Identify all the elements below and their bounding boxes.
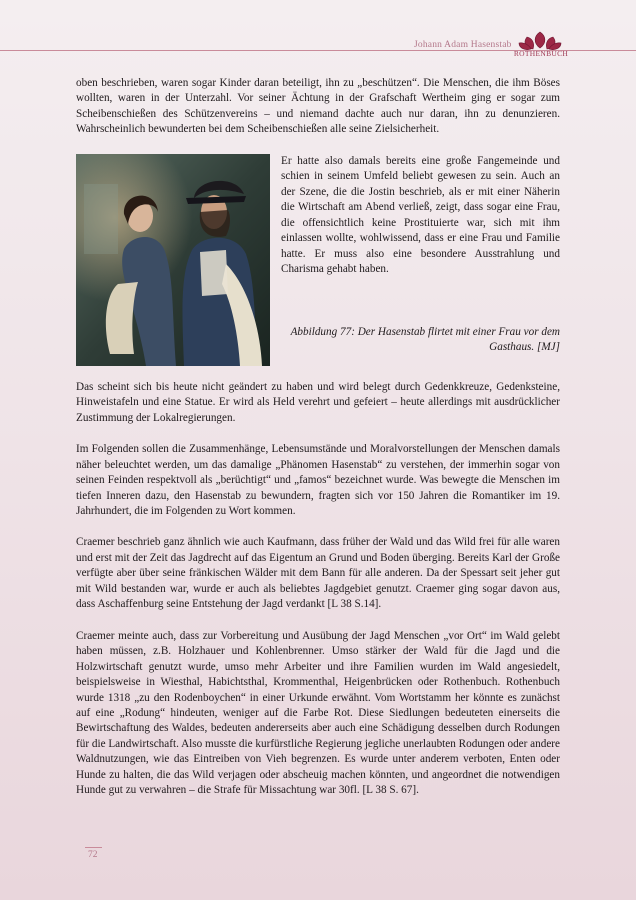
paragraph: oben beschrieben, waren sogar Kinder daran beteiligt, ihn zu „beschützen“. Die Menschen, die ihm Böses wollten, waren in der Unterzahl. Vor seiner Ächtung in der Grafschaft Wertheim ging er sogar zum Scheibenschießen des Schützenvereins – und niemand dachte auch nur daran, ihn zu denunzieren. Wahrscheinlich bewunderten bei dem Scheibenschießen alle seine Zielsicherheit. xyxy=(76,77,560,136)
figure-block xyxy=(76,154,560,366)
logo-wordmark: ROTHENBUCH xyxy=(513,49,569,58)
page-number: 72 xyxy=(88,850,98,860)
paragraph: Das scheint sich bis heute nicht geändert zu haben und wird belegt durch Gedenkkreuze, Gedenksteine, Hinweistafeln und eine Statue. Er wird als Held verehrt und gefeiert – heute allerdings mit ausdrücklicher Zustimmung der Lokalregierungen. xyxy=(76,380,560,424)
figure-caption: Abbildung 77: Der Hasenstab flirtet mit einer Frau vor dem Gasthaus. [MJ] xyxy=(290,325,560,354)
paragraph: Er hatte also damals bereits eine große Fangemeinde und schien in seinem Umfeld beliebt gewesen zu sein. Auch an der Szene, die die Jostin beschrieb, als er mit einer Näherin die Wirtschaft am Abend verließ, zeigt, dass sogar eine Frau, die offensichtlich keine Prostituierte war, sich mit ihm einlassen wollte, wohlwissend, dass er eine Frau und Familie hatte. Er muss also eine besondere Ausstrahlung und Charisma gehabt haben. xyxy=(281,154,560,275)
running-title: Johann Adam Hasenstab xyxy=(414,40,512,50)
paragraph: Craemer beschrieb ganz ähnlich wie auch Kaufmann, dass früher der Wald und das Wild frei für alle waren und erst mit der Zeit das Jagdrecht auf das Eigentum an Grund und Boden überging. Bereits Karl der Große verfügte aber über seine fränkischen Wälder mit dem Bann für alle anderen. Da der Spessart seit jeher gut mit Wild bestanden war, wurde er auch als beliebtes Jagdgebiet genutzt. Craemer ging sogar davon aus, dass Aschaffenburg seine Entstehung der Jagd verdankt [L 38 S.14]. xyxy=(76,536,560,611)
page-body xyxy=(76,76,560,815)
paragraph: Im Folgenden sollen die Zusammenhänge, Lebensumstände und Moralvorstellungen der Menschen damals näher beleuchtet werden, um das damalige „Phänomen Hasenstab“ zu verstehen, der immerhin sogar von seinen Feinden respektvoll als „berüchtigt“ und „famos“ bezeichnet wurde. Was bewegte die Menschen im tiefen Inneren dazu, den Hasenstab zu bewundern, fragten sich vor 150 Jahren die Romantiker im 19. Jahrhundert, die im Folgenden zu Wort kommen. xyxy=(76,443,560,517)
page-number-rule xyxy=(85,847,102,848)
paragraph: Craemer meinte auch, dass zur Vorbereitung und Ausübung der Jagd Menschen „vor Ort“ im Wald gelebt haben müssen, z.B. Holzhauer und Kohlenbrenner. Umso stärker der Wald für die Jagd und die Holzwirtschaft genutzt wurde, umso mehr Arbeiter und ihre Familien wurden im Wald angesiedelt, beispielsweise in Wiesthal, Habichtsthal, Krommenthal, Heigenbrücken oder Rothenbuch. Rothenbuch wurde 1318 „zu den Rodenboychen“ in einer Urkunde erwähnt. Vom Wortstamm her könnte es zunächst auf eine „Rodung“ hindeuten, weniger auf die Farbe Rot. Diese Siedlungen bedeuteten einerseits die Bewirtschaftung des Waldes, bedeuten andererseits aber auch eine Schädigung desselben durch Rodungen für die Landwirtschaft. Also musste die kurfürstliche Regierung jegliche unerlaubten Rodungen oder andere Waldnutzungen, wie das Eintreiben von Vieh begrenzen. Es wurde unter anderem verboten, Enten oder Hunde zu halten, die das Wild verjagen oder abscheuig machen könnten, und angeordnet die notwendigen Hunde gut zu verwahren – die Strafe für Missachtung war 30fl. [L 38 S. 67]. xyxy=(76,629,560,797)
illustration-couple-image xyxy=(76,154,270,366)
figure-side-column xyxy=(281,154,560,366)
